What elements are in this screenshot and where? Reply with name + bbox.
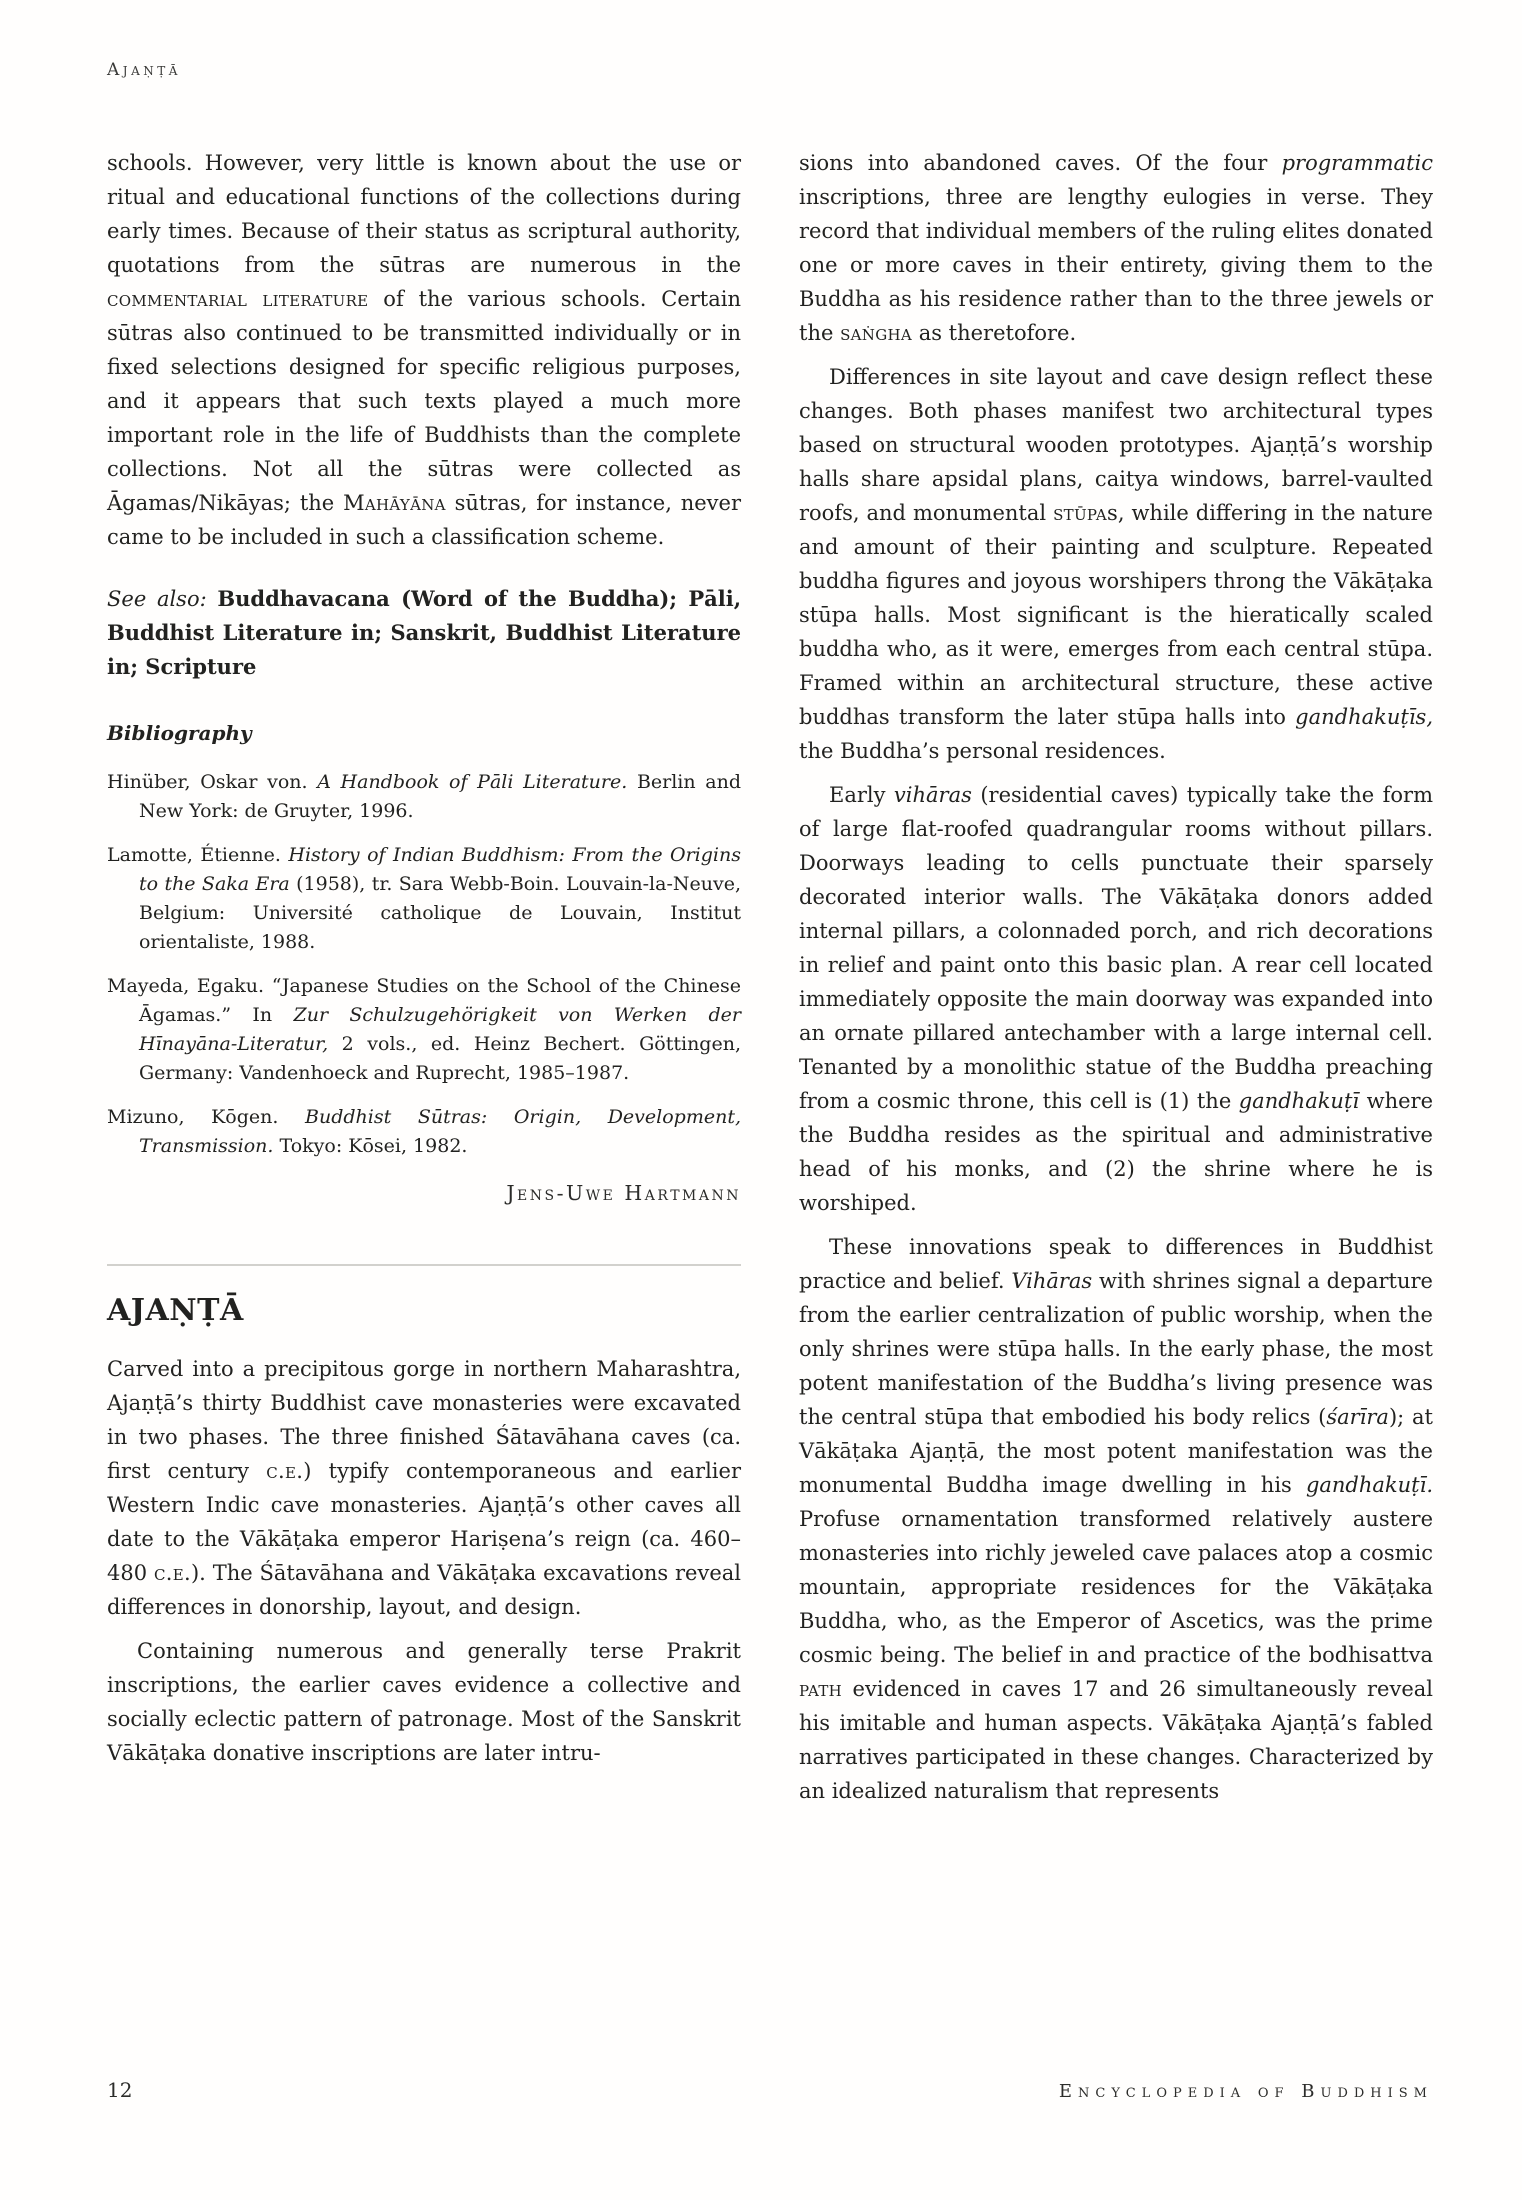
text-run: Berlin and New York: de Gruyter, 1996. (139, 771, 741, 822)
text-run: Carved into a precipitous gorge in northern Maharashtra, Ajaṇṭā’s thirty Buddhist cave monasteries were excavated in two phases. The three finished Śātavāhana caves (ca. first century (107, 1357, 741, 1483)
right-column (799, 146, 1433, 1818)
page-footer (107, 2078, 1433, 2102)
body-paragraph (107, 146, 741, 554)
text-run: Mizuno, Kōgen. (107, 1106, 305, 1128)
body-paragraph (799, 146, 1433, 350)
text-run: These innovations speak to differences in Buddhist practice and belief. (799, 1235, 1433, 1293)
text-run: Buddhavacana (Word of the Buddha); Pāli, Buddhist Literature in; Sanskrit, Buddhist Literature in; Scripture (107, 586, 742, 679)
text-run: path (799, 1677, 843, 1701)
text-run: Jens-Uwe Hartmann (506, 1181, 741, 1205)
text-run: (1958), tr. Sara Webb-Boin. Louvain-la-Neuve, Belgium: Université catholique de Louvain, Institut orientaliste, 1988. (139, 873, 741, 953)
body-paragraph (107, 1352, 741, 1624)
text-run: ); at Vākāṭaka Ajaṇṭā, the most potent manifestation was the monumental Buddha image dwelling in his (799, 1405, 1433, 1497)
entry-heading (107, 1294, 741, 1328)
text-run: inscriptions, three are lengthy eulogies in verse. They record that individual members of the ruling elites donated one or more caves in their entirety, giving them to the Buddha as his residence rather than to the three jewels or the (799, 185, 1433, 345)
text-run: gandhakuṭīs, (1295, 705, 1433, 729)
text-run: evidenced in caves 17 and 26 simultaneously reveal his imitable and human aspects. Vākāṭaka Ajaṇṭā’s fabled narratives participated in these changes. Characterized by an idealized naturalism that represents (799, 1677, 1433, 1803)
text-run: c.e. (266, 1459, 304, 1483)
left-column (107, 146, 741, 1818)
text-run: commentarial literature (107, 287, 369, 311)
bibliography-heading (107, 716, 741, 750)
text-run: saṅgha (840, 321, 913, 345)
bibliography-entry (107, 1103, 741, 1161)
text-run: sūtras, for instance, never came to be included in such a classification scheme. (107, 491, 741, 549)
text-run: Vihāras (1011, 1269, 1093, 1293)
text-run: of the various schools. Certain sūtras also continued to be transmitted individually or in fixed selections designed for specific religious purposes, and it appears that such texts played a much more important role in the life of Buddhists than the complete collections. Not all the sūtras were collected as Āgamas/Nikāyas; the (107, 287, 741, 515)
text-run: Lamotte, Étienne. (107, 844, 289, 866)
text-run: the Buddha’s personal residences. (799, 739, 1166, 763)
text-run: gandhakuṭī. (1305, 1473, 1433, 1497)
text-run: See also: (107, 587, 218, 611)
text-run: History of Indian Buddhism: From the Origins to the Saka Era (139, 844, 741, 895)
text-run: vihāras (893, 783, 972, 807)
body-paragraph (799, 1230, 1433, 1808)
text-run: Bibliography (107, 721, 252, 745)
text-run: A Handbook of Pāli Literature. (317, 771, 628, 793)
text-run: sions into abandoned caves. Of the four (799, 151, 1282, 175)
text-run: Zur Schulzugehörigkeit von Werken der Hīnayāna-Literatur, (139, 1004, 741, 1055)
text-run: 2 vols., ed. Heinz Bechert. Göttingen, Germany: Vandenhoeck and Ruprecht, 1985–1987. (139, 1033, 741, 1084)
text-run: s, while differing in the nature and amount of their painting and sculpture. Repeated buddha figures and joyous worshipers throng the Vākāṭaka stūpa halls. Most significant is the hieratically scaled buddha who, as it were, emerges from each central stūpa. Framed within an architectural structure, these active buddhas transform the later stūpa halls into (799, 501, 1433, 729)
entry-divider-rule (107, 1264, 741, 1266)
see-also-block (107, 582, 741, 684)
page-number: 12 (107, 2078, 133, 2102)
body-paragraph (107, 1634, 741, 1770)
text-run: ) typify contemporaneous and earlier Western Indic cave monasteries. Ajaṇṭā’s other caves all date to the Vākāṭaka emperor Hariṣena’s reign (ca. 460–480 (107, 1459, 741, 1585)
text-columns (107, 146, 1433, 1818)
text-run: ). The Śātavāhana and Vākāṭaka excavations reveal differences in donorship, layout, and design. (107, 1561, 742, 1619)
bibliography-entry (107, 768, 741, 826)
text-run: stūpa (1053, 501, 1108, 525)
body-paragraph (799, 778, 1433, 1220)
text-run: AJAṆṬĀ (107, 1293, 244, 1328)
bibliography-entry (107, 841, 741, 957)
text-run: schools. However, very little is known about the use or ritual and educational functions of the collections during early times. Because of their status as scriptural authority, quotations from the sūtras are numerous in the (107, 151, 741, 277)
body-paragraph (799, 360, 1433, 768)
text-run: where the Buddha resides as the spiritual and administrative head of his monks, and (2) the shrine where he is worshiped. (799, 1089, 1433, 1215)
text-run: c.e. (153, 1561, 191, 1585)
text-run: Hinüber, Oskar von. (107, 771, 318, 793)
text-run: programmatic (1281, 151, 1433, 175)
running-head: Ajaṇṭā (107, 60, 181, 80)
text-run: as theretofore. (912, 321, 1077, 345)
author-signature (107, 1176, 741, 1210)
text-run: Mayeda, Egaku. “Japanese Studies on the School of the Chinese Āgamas.” In (107, 975, 741, 1026)
text-run: gandhakuṭī (1238, 1089, 1360, 1113)
text-run: with shrines signal a departure from the earlier centralization of public worship, when the only shrines were stūpa halls. In the early phase, the most potent manifestation of the Buddha’s living presence was the central stūpa that embodied his body relics ( (799, 1269, 1433, 1429)
text-run: Tokyo: Kōsei, 1982. (273, 1135, 468, 1157)
text-run: Profuse ornamentation transformed relatively austere monasteries into richly jeweled cave palaces atop a cosmic mountain, appropriate residences for the Vākāṭaka Buddha, who, as the Emperor of Ascetics, was the prime cosmic being. The belief in and practice of the bodhisattva (799, 1507, 1433, 1667)
text-run: Buddhist Sūtras: Origin, Development, Transmission. (139, 1106, 742, 1157)
book-title: Encyclopedia of Buddhism (1058, 2081, 1433, 2102)
text-run: (residential caves) typically take the form of large flat-roofed quadrangular rooms without pillars. Doorways leading to cells punctuate their sparsely decorated interior walls. The Vākāṭaka donors added internal pillars, a colonnaded porch, and rich decorations in relief and paint onto this basic plan. A rear cell located immediately opposite the main doorway was expanded into an ornate pillared antechamber with a large internal cell. Tenanted by a monolithic statue of the Buddha preaching from a cosmic throne, this cell is (1) the (799, 783, 1433, 1113)
text-run: Containing numerous and generally terse Prakrit inscriptions, the earlier caves evidence a collective and socially eclectic pattern of patronage. Most of the Sanskrit Vākāṭaka donative inscriptions are later intru- (107, 1639, 741, 1765)
text-run: Mahāyāna (343, 491, 446, 515)
text-run: śarīra (1326, 1405, 1389, 1429)
bibliography-entry (107, 972, 741, 1088)
text-run: Early (829, 783, 894, 807)
text-run: Differences in site layout and cave design reflect these changes. Both phases manifest two architectural types based on structural wooden prototypes. Ajaṇṭā’s worship halls share apsidal plans, caitya windows, barrel-vaulted roofs, and monumental (799, 365, 1433, 525)
